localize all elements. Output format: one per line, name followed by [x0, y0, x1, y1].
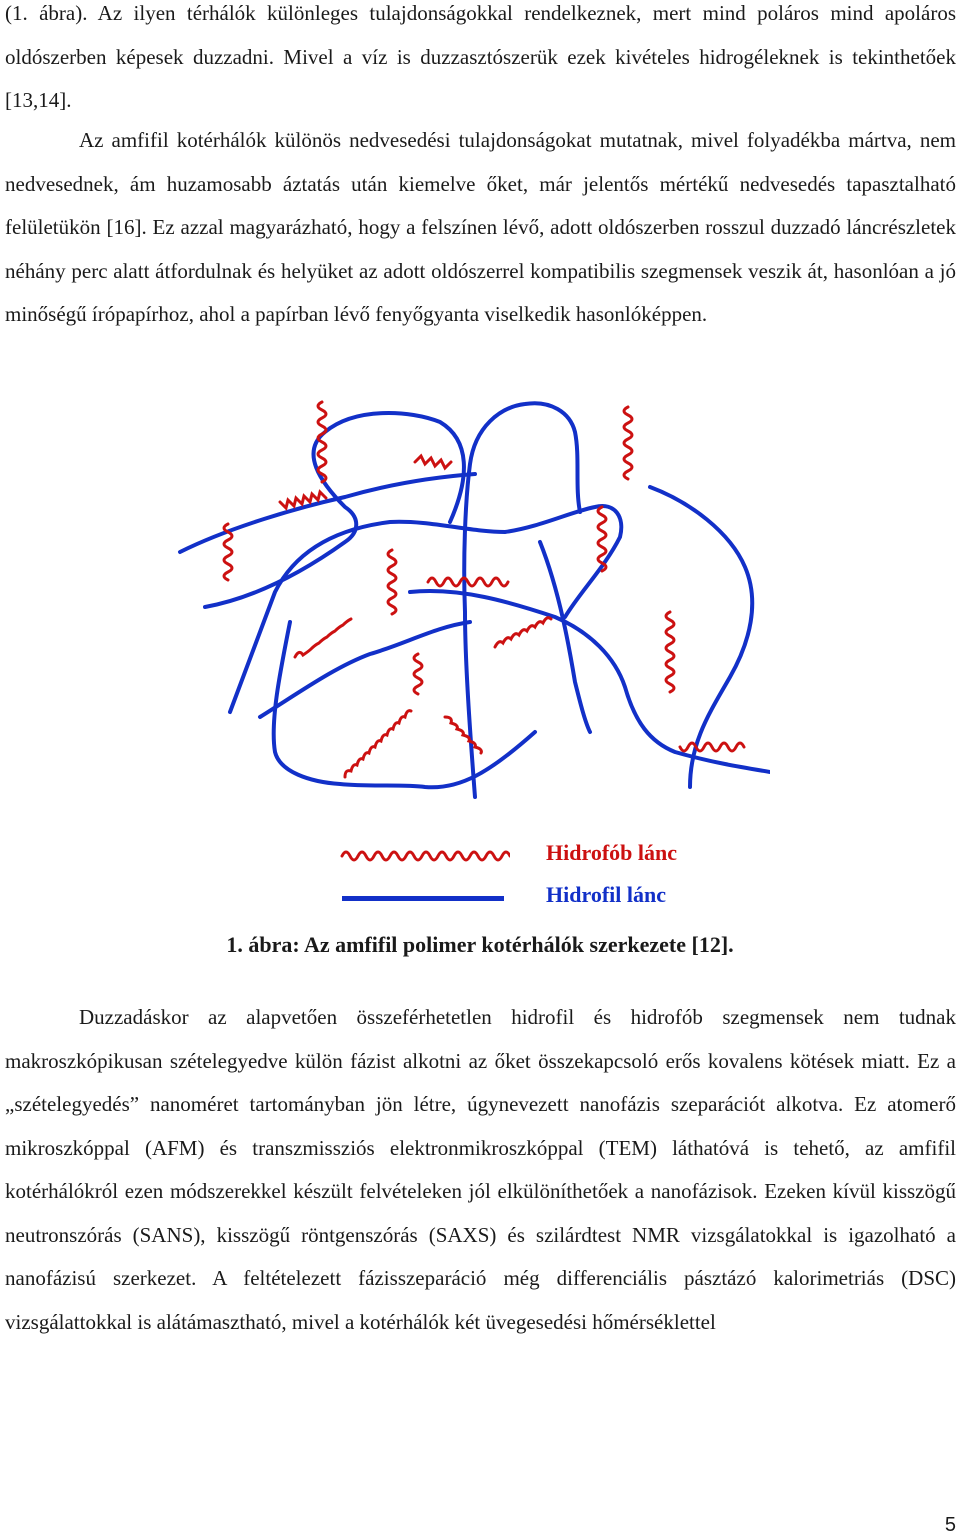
hydrophilic-chain [540, 542, 590, 732]
legend-hydrophobic-label: Hidrofób lánc [546, 840, 678, 865]
hydrophilic-chain [650, 487, 752, 787]
paragraph-2 [5, 119, 956, 337]
paragraph-1-text: (1. ábra). Az ilyen térhálók különleges tulajdonságokkal rendelkeznek, mert mind poláros mind apoláros oldószerben képesek duzzadni. Mivel a víz is duzzasztószerük ezek kivételes hidrogéleknek is tekinthetőek [13,14]. [5, 1, 956, 112]
hydrophobic-chain [624, 407, 632, 479]
hydrophobic-chain [345, 711, 411, 777]
paragraph-2-text: Az amfifil kotérhálók különös nedvesedési tulajdonságokat mutatnak, mivel folyadékba mártva, nem nedvesednek, ám huzamosabb áztatás után kiemelve őket, már jelentős mértékű nedvesedés tapasztalható felületükön [16]. Ez azzal magyarázható, hogy a felszínen lévő, adott oldószerben rosszul duzzadó láncrészletek néhány perc alatt átfordulnak és helyüket az adott oldószerrel kompatibilis szegmensek veszik át, hasonlóan a jó minőségű írópapírhoz, ahol a papírban lévő fenyőgyanta viselkedik hasonlóképpen. [5, 128, 956, 326]
hydrophobic-chain [680, 743, 744, 751]
hydrophilic-chains [180, 403, 770, 797]
hydrophobic-chain [295, 619, 351, 657]
hydrophobic-chain [666, 612, 674, 692]
hydrophilic-chain [205, 413, 464, 607]
legend-hydrophobic-line [340, 846, 510, 866]
legend-hydrophilic-line [342, 896, 504, 901]
legend-hydrophilic-label: Hidrofil lánc [546, 882, 666, 907]
paragraph-3 [5, 996, 956, 1344]
hydrophobic-chain [445, 717, 481, 753]
hydrophobic-chain [280, 492, 326, 508]
copolymer-network-diagram [170, 392, 770, 804]
hydrophobic-chain [414, 654, 422, 694]
paragraph-3-text: Duzzadáskor az alapvetően összeférhetetlen hidrofil és hidrofób szegmensek nem tudnak makroszkópikusan szételegyedve külön fázist alkotni az őket összekapcsoló erős kovalens kötések miatt. Ez a „szételegyedés” nanoméret tartományban jön létre, úgynevezett nanofázis szeparációt alkotva. Ez atomerő mikroszkóppal (AFM) és transzmissziós elektronmikroszkóppal (TEM) láthatóvá is tehető, az amfifil kotérhálókról ezen módszerekkel készült felvételeken jól elkülöníthetőek a nanofázisok. Ezeken kívül kisszögű neutronszórás (SANS), kisszögű röntgenszórás (SAXS) és szilárdtest NMR vizsgálatokkal is igazolható a nanofázisú szerkezet. A feltételezett fázisszeparáció még differenciális pásztázó kalorimetriás (DSC) vizsgálattokkal is alátámasztható, mivel a kotérhálók két üvegesedési hőmérséklettel [5, 1005, 956, 1334]
page-number: 5 [944, 1514, 956, 1536]
hydrophobic-chain [318, 402, 326, 482]
hydrophobic-chain [495, 618, 551, 647]
figure-caption: 1. ábra: Az amfifil polimer kotérhálók szerkezete [12]. [226, 932, 734, 957]
hydrophobic-chain [415, 456, 451, 468]
hydrophilic-chain [464, 403, 580, 797]
paragraph-1 [5, 0, 956, 123]
hydrophobic-chains [224, 402, 744, 777]
hydrophobic-chain [428, 578, 508, 586]
hydrophobic-chain [388, 550, 396, 614]
hydrophilic-chain [260, 622, 470, 717]
